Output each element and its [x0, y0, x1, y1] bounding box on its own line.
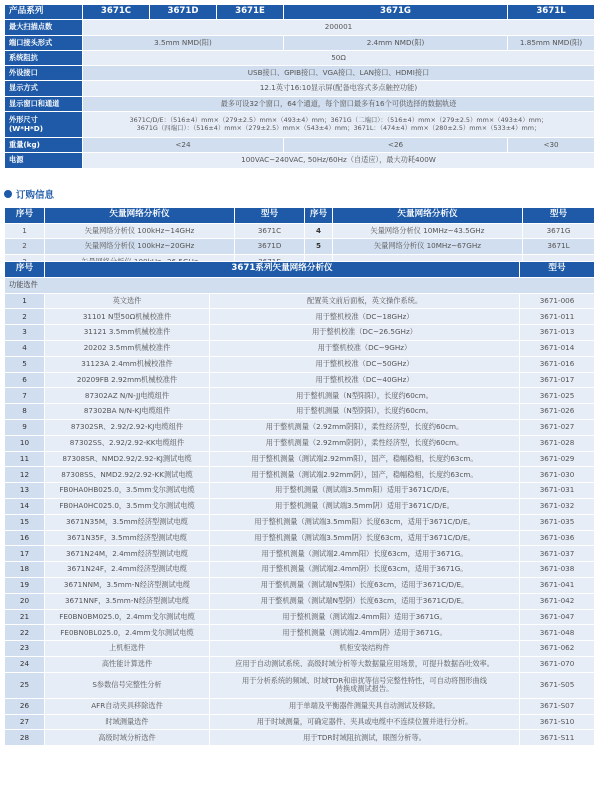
option-model: 3671-028 — [520, 435, 595, 451]
order-row — [5, 223, 595, 239]
option-model: 3671-037 — [520, 546, 595, 562]
option-name: 87302BA N/N-KJ电缆组件 — [45, 404, 210, 420]
order-no-2: 5 — [305, 239, 333, 255]
option-desc: 配置英文前后面板，英文操作系统。 — [210, 293, 520, 309]
option-no: 23 — [5, 641, 45, 657]
option-name: 英文选件 — [45, 293, 210, 309]
spec-value: 200001 — [83, 20, 595, 35]
option-row — [5, 530, 595, 546]
option-no: 18 — [5, 562, 45, 578]
order-desc: 矢量网络分析仪 100kHz~14GHz — [45, 223, 235, 239]
option-desc: 用于整机校准（DC~9GHz） — [210, 340, 520, 356]
option-name: 高性能计算选件 — [45, 656, 210, 672]
option-no: 24 — [5, 656, 45, 672]
option-model: 3671-S05 — [520, 672, 595, 698]
option-row — [5, 293, 595, 309]
option-desc-line1: 用于分析系统的频域、时域TDR和串扰等信号完整性特性，可自动将图形曲线 — [242, 675, 487, 685]
option-model: 3671-S07 — [520, 698, 595, 714]
spec-row-dimensions — [5, 112, 595, 138]
option-no: 14 — [5, 498, 45, 514]
option-model: 3671-014 — [520, 340, 595, 356]
option-name: 高级时域分析选件 — [45, 730, 210, 746]
option-no: 8 — [5, 404, 45, 420]
spec-row-power — [5, 153, 595, 168]
order-header-model-2: 型号 — [523, 208, 595, 224]
option-no: 3 — [5, 325, 45, 341]
option-row — [5, 483, 595, 499]
option-row — [5, 388, 595, 404]
option-model: 3671-S10 — [520, 714, 595, 730]
option-model: 3671-032 — [520, 498, 595, 514]
option-model: 3671-026 — [520, 404, 595, 420]
option-no: 20 — [5, 593, 45, 609]
option-no: 21 — [5, 609, 45, 625]
option-row — [5, 419, 595, 435]
model-3671d: 3671D — [150, 5, 217, 20]
option-model: 3671-036 — [520, 530, 595, 546]
option-name: 20202 3.5mm机械校准件 — [45, 340, 210, 356]
spec-row-windows — [5, 96, 595, 111]
option-name: 3671N24F，2.4mm经济型测试电缆 — [45, 562, 210, 578]
order-no-2: 4 — [305, 223, 333, 239]
spec-label-sub: (W*H*D) — [9, 123, 43, 133]
order-header-row — [5, 208, 595, 224]
option-model: 3671-S11 — [520, 730, 595, 746]
order-model: 3671C — [235, 223, 305, 239]
order-no: 2 — [5, 239, 45, 255]
option-no: 4 — [5, 340, 45, 356]
spec-value: 12.1英寸16:10显示屏(配备电容式多点触控功能) — [83, 81, 595, 96]
option-row — [5, 593, 595, 609]
option-row — [5, 656, 595, 672]
option-model: 3671-062 — [520, 641, 595, 657]
option-row — [5, 325, 595, 341]
spec-label: 最大扫描点数 — [5, 20, 83, 35]
spec-value-line2: 3671G（四端口）：（516±4）mm×（279±2.5）mm×（543±4）mm；3671L：（474±4）mm×（280±2.5）mm×（533±4）mm； — [136, 123, 541, 132]
option-desc: 机柜安装结构件 — [210, 641, 520, 657]
order-row — [5, 239, 595, 255]
option-name: 上机柜选件 — [45, 641, 210, 657]
spec-label: 系统阻抗 — [5, 50, 83, 65]
option-desc: 用于整机校准（DC~26.5GHz） — [210, 325, 520, 341]
option-desc: 用于整机测量（测试端3.5mm阳）适用于3671C/D/E。 — [210, 483, 520, 499]
order-header-no-2: 序号 — [305, 208, 333, 224]
option-row — [5, 356, 595, 372]
option-desc: 用于整机测量（测试端2.92mm阴），国产，稳幅稳相，长度约63cm。 — [210, 467, 520, 483]
option-no: 1 — [5, 293, 45, 309]
option-name: 87302SR、2.92/2.92-KJ电缆组件 — [45, 419, 210, 435]
option-row — [5, 546, 595, 562]
model-3671g: 3671G — [284, 5, 508, 20]
model-3671e: 3671E — [217, 5, 284, 20]
order-header-no: 序号 — [5, 208, 45, 224]
option-name: 3671NNF，3.5mm-N经济型测试电缆 — [45, 593, 210, 609]
option-name: FB0HA0HC025.0，3.5mm戈尔测试电缆 — [45, 498, 210, 514]
option-name: 20209FB 2.92mm机械校准件 — [45, 372, 210, 388]
options-section-row — [5, 277, 595, 293]
option-name: 31121 3.5mm机械校准件 — [45, 325, 210, 341]
spec-header-row — [5, 5, 595, 20]
spec-label: 电源 — [5, 153, 83, 168]
order-header-model: 型号 — [235, 208, 305, 224]
option-desc: 用于整机测量（测试端2.4mm阳）适用于3671G。 — [210, 609, 520, 625]
option-name: 87302AZ N/N-JJ电缆组件 — [45, 388, 210, 404]
spec-label: 显示方式 — [5, 81, 83, 96]
spec-label: 端口接头形式 — [5, 35, 83, 50]
option-desc: 用于单端及平衡器件测量夹具自动测试及移除。 — [210, 698, 520, 714]
option-model: 3671-006 — [520, 293, 595, 309]
spec-row-impedance — [5, 50, 595, 65]
option-desc: 用于整机测量（2.92mm阴阳），柔性经济型，长度约60cm。 — [210, 419, 520, 435]
options-header-model: 型号 — [520, 262, 595, 278]
option-no: 22 — [5, 625, 45, 641]
option-desc: 用于整机测量（测试端2.4mm阴）长度63cm，适用于3671G。 — [210, 562, 520, 578]
spec-value-line1: 3671C/D/E：（516±4）mm×（279±2.5）mm×（493±4）mm；3671G（二端口）：（516±4）mm×（279±2.5）mm×（493±4）mm； — [129, 116, 548, 125]
spec-label: 外设接口 — [5, 66, 83, 81]
options-section-label: 功能选件 — [5, 277, 595, 293]
spec-label: 显示窗口和通道 — [5, 96, 83, 111]
option-row — [5, 435, 595, 451]
order-header-product-2: 矢量网络分析仪 — [333, 208, 523, 224]
order-model: 3671D — [235, 239, 305, 255]
order-heading-text: 订购信息 — [16, 190, 55, 201]
spec-row-display — [5, 81, 595, 96]
spec-value: 最多可设32个窗口，64个通道，每个窗口最多有16个可供选择的数据轨迹 — [83, 96, 595, 111]
spec-label: 重量(kg) — [5, 138, 83, 153]
option-row — [5, 672, 595, 698]
option-desc: 用于整机测量（测试端N型阴）长度63cm，适用于3671C/D/E。 — [210, 593, 520, 609]
option-row — [5, 730, 595, 746]
options-table — [4, 261, 595, 746]
option-row — [5, 641, 595, 657]
option-row — [5, 577, 595, 593]
option-name: 时域测量选件 — [45, 714, 210, 730]
option-row — [5, 514, 595, 530]
option-model: 3671-031 — [520, 483, 595, 499]
option-name: 87302SS、2.92/2.92-KK电缆组件 — [45, 435, 210, 451]
order-model-2: 3671G — [523, 223, 595, 239]
option-row — [5, 309, 595, 325]
option-name: FE0BN0BL025.0，2.4mm戈尔测试电缆 — [45, 625, 210, 641]
option-name: FE0BN0BM025.0，2.4mm戈尔测试电缆 — [45, 609, 210, 625]
option-row — [5, 467, 595, 483]
option-desc: 用于整机测量（测试端2.4mm阳）长度63cm，适用于3671G。 — [210, 546, 520, 562]
option-model: 3671-029 — [520, 451, 595, 467]
option-desc: 用于整机测量（2.92mm阴阴），柔性经济型，长度约60cm。 — [210, 435, 520, 451]
option-name: 31123A 2.4mm机械校准件 — [45, 356, 210, 372]
option-desc: 用于整机测量（测试端3.5mm阳）长度63cm，适用于3671C/D/E。 — [210, 514, 520, 530]
order-desc-2: 矢量网络分析仪 10MHz~43.5GHz — [333, 223, 523, 239]
option-no: 5 — [5, 356, 45, 372]
options-header-title: 3671系列矢量网络分析仪 — [45, 262, 520, 278]
option-desc: 用于整机测量（测试端N型阳）长度63cm，适用于3671C/D/E。 — [210, 577, 520, 593]
option-model: 3671-011 — [520, 309, 595, 325]
spec-header-label: 产品系列 — [5, 5, 83, 20]
option-name: 31101 N型50Ω机械校准件 — [45, 309, 210, 325]
option-no: 16 — [5, 530, 45, 546]
option-model: 3671-017 — [520, 372, 595, 388]
order-heading — [4, 188, 54, 200]
option-row — [5, 404, 595, 420]
option-model: 3671-035 — [520, 514, 595, 530]
option-desc: 用于整机校准（DC~18GHz） — [210, 309, 520, 325]
spec-value-l: 1.85mm NMD(阳) — [508, 35, 595, 50]
option-no: 10 — [5, 435, 45, 451]
option-row — [5, 372, 595, 388]
option-model: 3671-038 — [520, 562, 595, 578]
option-model: 3671-025 — [520, 388, 595, 404]
option-desc: 用于整机测量（N型阴阳），长度约60cm。 — [210, 404, 520, 420]
option-name: 87308SS、NMD2.92/2.92-KK测试电缆 — [45, 467, 210, 483]
spec-table — [4, 4, 595, 169]
order-desc: 矢量网络分析仪 100kHz~20GHz — [45, 239, 235, 255]
order-no: 1 — [5, 223, 45, 239]
spec-row-weight — [5, 138, 595, 153]
option-no: 28 — [5, 730, 45, 746]
option-model: 3671-070 — [520, 656, 595, 672]
option-model: 3671-042 — [520, 593, 595, 609]
option-desc: 用于整机校准（DC~50GHz） — [210, 356, 520, 372]
option-desc: 用于TDR时域阻抗测试，眼图分析等。 — [210, 730, 520, 746]
option-name: AFR自动夹具移除选件 — [45, 698, 210, 714]
option-no: 7 — [5, 388, 45, 404]
order-model-2: 3671L — [523, 239, 595, 255]
option-no: 12 — [5, 467, 45, 483]
option-name: 87308SR、NMD2.92/2.92-KJ测试电缆 — [45, 451, 210, 467]
option-name: 3671N24M，2.4mm经济型测试电缆 — [45, 546, 210, 562]
option-model: 3671-027 — [520, 419, 595, 435]
option-no: 2 — [5, 309, 45, 325]
option-no: 6 — [5, 372, 45, 388]
option-no: 27 — [5, 714, 45, 730]
spec-value-cde: 3.5mm NMD(阳) — [83, 35, 284, 50]
spec-value-g: <26 — [284, 138, 508, 153]
option-no: 13 — [5, 483, 45, 499]
option-no: 11 — [5, 451, 45, 467]
spec-value-cde: <24 — [83, 138, 284, 153]
option-model: 3671-030 — [520, 467, 595, 483]
option-row — [5, 714, 595, 730]
option-no: 25 — [5, 672, 45, 698]
option-no: 26 — [5, 698, 45, 714]
option-desc: 用于时域测量，可确定器件、夹具或电缆中不连续位置并进行分析。 — [210, 714, 520, 730]
option-no: 19 — [5, 577, 45, 593]
option-row — [5, 625, 595, 641]
option-no: 9 — [5, 419, 45, 435]
option-desc: 应用于自动测试系统、高级时域分析等大数据量应用场景，可提升数据吞吐效率。 — [210, 656, 520, 672]
options-header-no: 序号 — [5, 262, 45, 278]
spec-value-g: 2.4mm NMD(阳) — [284, 35, 508, 50]
option-desc: 用于整机测量（测试端3.5mm阴）长度63cm，适用于3671C/D/E。 — [210, 530, 520, 546]
order-desc-2: 矢量网络分析仪 10MHz~67GHz — [333, 239, 523, 255]
option-row — [5, 609, 595, 625]
option-no: 15 — [5, 514, 45, 530]
option-model: 3671-041 — [520, 577, 595, 593]
option-desc: 用于整机测量（测试端2.92mm阳），国产，稳幅稳相，长度约63cm。 — [210, 451, 520, 467]
model-3671c: 3671C — [83, 5, 150, 20]
option-desc: 用于整机测量（测试端2.4mm阴）适用于3671G。 — [210, 625, 520, 641]
spec-row-connector — [5, 35, 595, 50]
option-name: 3671N35F，3.5mm经济型测试电缆 — [45, 530, 210, 546]
option-name: 3671N35M，3.5mm经济型测试电缆 — [45, 514, 210, 530]
option-name: S参数信号完整性分析 — [45, 672, 210, 698]
model-3671l: 3671L — [508, 5, 595, 20]
spec-value: 100VAC~240VAC, 50Hz/60Hz（自适应），最大功耗400W — [83, 153, 595, 168]
option-model: 3671-048 — [520, 625, 595, 641]
option-row — [5, 340, 595, 356]
bullet-icon — [4, 190, 12, 198]
option-name: 3671NNM，3.5mm-N经济型测试电缆 — [45, 577, 210, 593]
option-no: 17 — [5, 546, 45, 562]
option-model: 3671-016 — [520, 356, 595, 372]
option-row — [5, 498, 595, 514]
option-row — [5, 562, 595, 578]
spec-value-l: <30 — [508, 138, 595, 153]
option-model: 3671-013 — [520, 325, 595, 341]
option-name: FB0HA0HB025.0，3.5mm戈尔测试电缆 — [45, 483, 210, 499]
option-row — [5, 698, 595, 714]
option-row — [5, 451, 595, 467]
order-header-product: 矢量网络分析仪 — [45, 208, 235, 224]
spec-label: 外形尺寸 — [9, 115, 38, 125]
option-model: 3671-047 — [520, 609, 595, 625]
spec-value: 50Ω — [83, 50, 595, 65]
options-header-row — [5, 262, 595, 278]
option-desc: 用于整机测量（N型阳阳），长度约60cm。 — [210, 388, 520, 404]
option-desc: 用于整机测量（测试端3.5mm阴）适用于3671C/D/E。 — [210, 498, 520, 514]
option-desc: 用于整机校准（DC~40GHz） — [210, 372, 520, 388]
spec-row-max-points — [5, 20, 595, 35]
spec-value: USB接口、GPIB接口、VGA接口、LAN接口、HDMI接口 — [83, 66, 595, 81]
option-desc-line2: 转换成测试报告。 — [335, 684, 394, 694]
spec-row-interfaces — [5, 66, 595, 81]
